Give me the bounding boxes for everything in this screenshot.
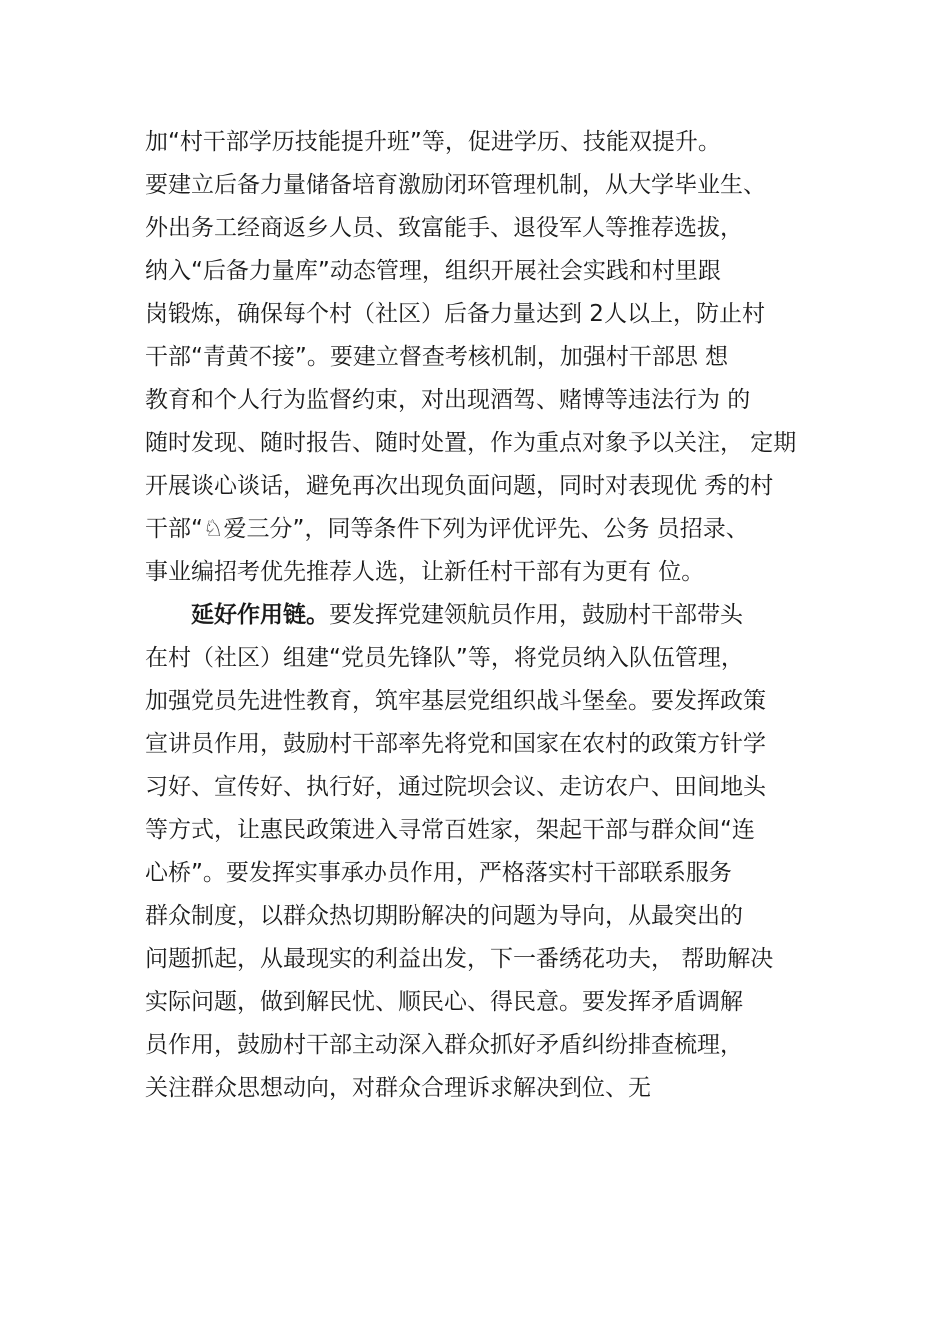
text-line: 关注群众思想动向，对群众合理诉求解决到位、无 <box>145 1075 651 1101</box>
text-line: 外出务工经商返乡人员、致富能手、退役军人等推荐选拔， <box>145 215 743 241</box>
text-line: 宣讲员作用，鼓励村干部率先将党和国家在农村的政策方针学 <box>145 731 766 757</box>
text-line: 实际问题，做到解民忧、顺民心、得民意。要发挥矛盾调解 <box>145 989 743 1015</box>
paragraph-first-line-text: 要发挥党建领航员作用，鼓励村干部带头 <box>329 602 743 628</box>
text-line: 岗锻炼，确保每个村（社区）后备力量达到 2人以上，防止村 <box>145 301 765 327</box>
text-line: 教育和个人行为监督约束，对出现酒驾、赌博等违法行为 的 <box>145 387 751 413</box>
text-line: 加强党员先进性教育，筑牢基层党组织战斗堡垒。要发挥政策 <box>145 688 766 714</box>
text-line: 群众制度，以群众热切期盼解决的问题为导向，从最突出的 <box>145 903 743 929</box>
text-line: 要建立后备力量储备培育激励闭环管理机制，从大学毕业生、 <box>145 172 766 198</box>
text-line: 习好、宣传好、执行好，通过院坝会议、走访农户、田间地头 <box>145 774 766 800</box>
text-line: 心桥”。要发挥实事承办员作用，严格落实村干部联系服务 <box>145 860 732 886</box>
paragraph-lead-heading: 延好作用链。 <box>191 602 329 628</box>
paragraph-first-line <box>191 595 743 635</box>
text-line: 纳入“后备力量库”动态管理，组织开展社会实践和村里跟 <box>145 258 721 284</box>
text-line: 干部“青黄不接”。要建立督查考核机制，加强村干部思 想 <box>145 344 729 370</box>
text-line: 干部“♘爱三分”，同等条件下列为评优评先、公务 员招录、 <box>145 516 749 542</box>
text-line: 事业编招考优先推荐人选，让新任村干部有为更有 位。 <box>145 559 705 585</box>
text-line: 在村（社区）组建“党员先锋队”等，将党员纳入队伍管理， <box>145 645 744 671</box>
text-line: 随时发现、随时报告、随时处置，作为重点对象予以关注， 定期 <box>145 430 797 456</box>
text-line: 员作用，鼓励村干部主动深入群众抓好矛盾纠纷排查梳理， <box>145 1032 743 1058</box>
text-line: 问题抓起，从最现实的利益出发，下一番绣花功夫， 帮助解决 <box>145 946 774 972</box>
text-line: 开展谈心谈话，避免再次出现负面问题，同时对表现优 秀的村 <box>145 473 774 499</box>
text-line: 加“村干部学历技能提升班”等，促进学历、技能双提升。 <box>145 129 721 155</box>
text-line: 等方式，让惠民政策进入寻常百姓家，架起干部与群众间“连 <box>145 817 755 843</box>
